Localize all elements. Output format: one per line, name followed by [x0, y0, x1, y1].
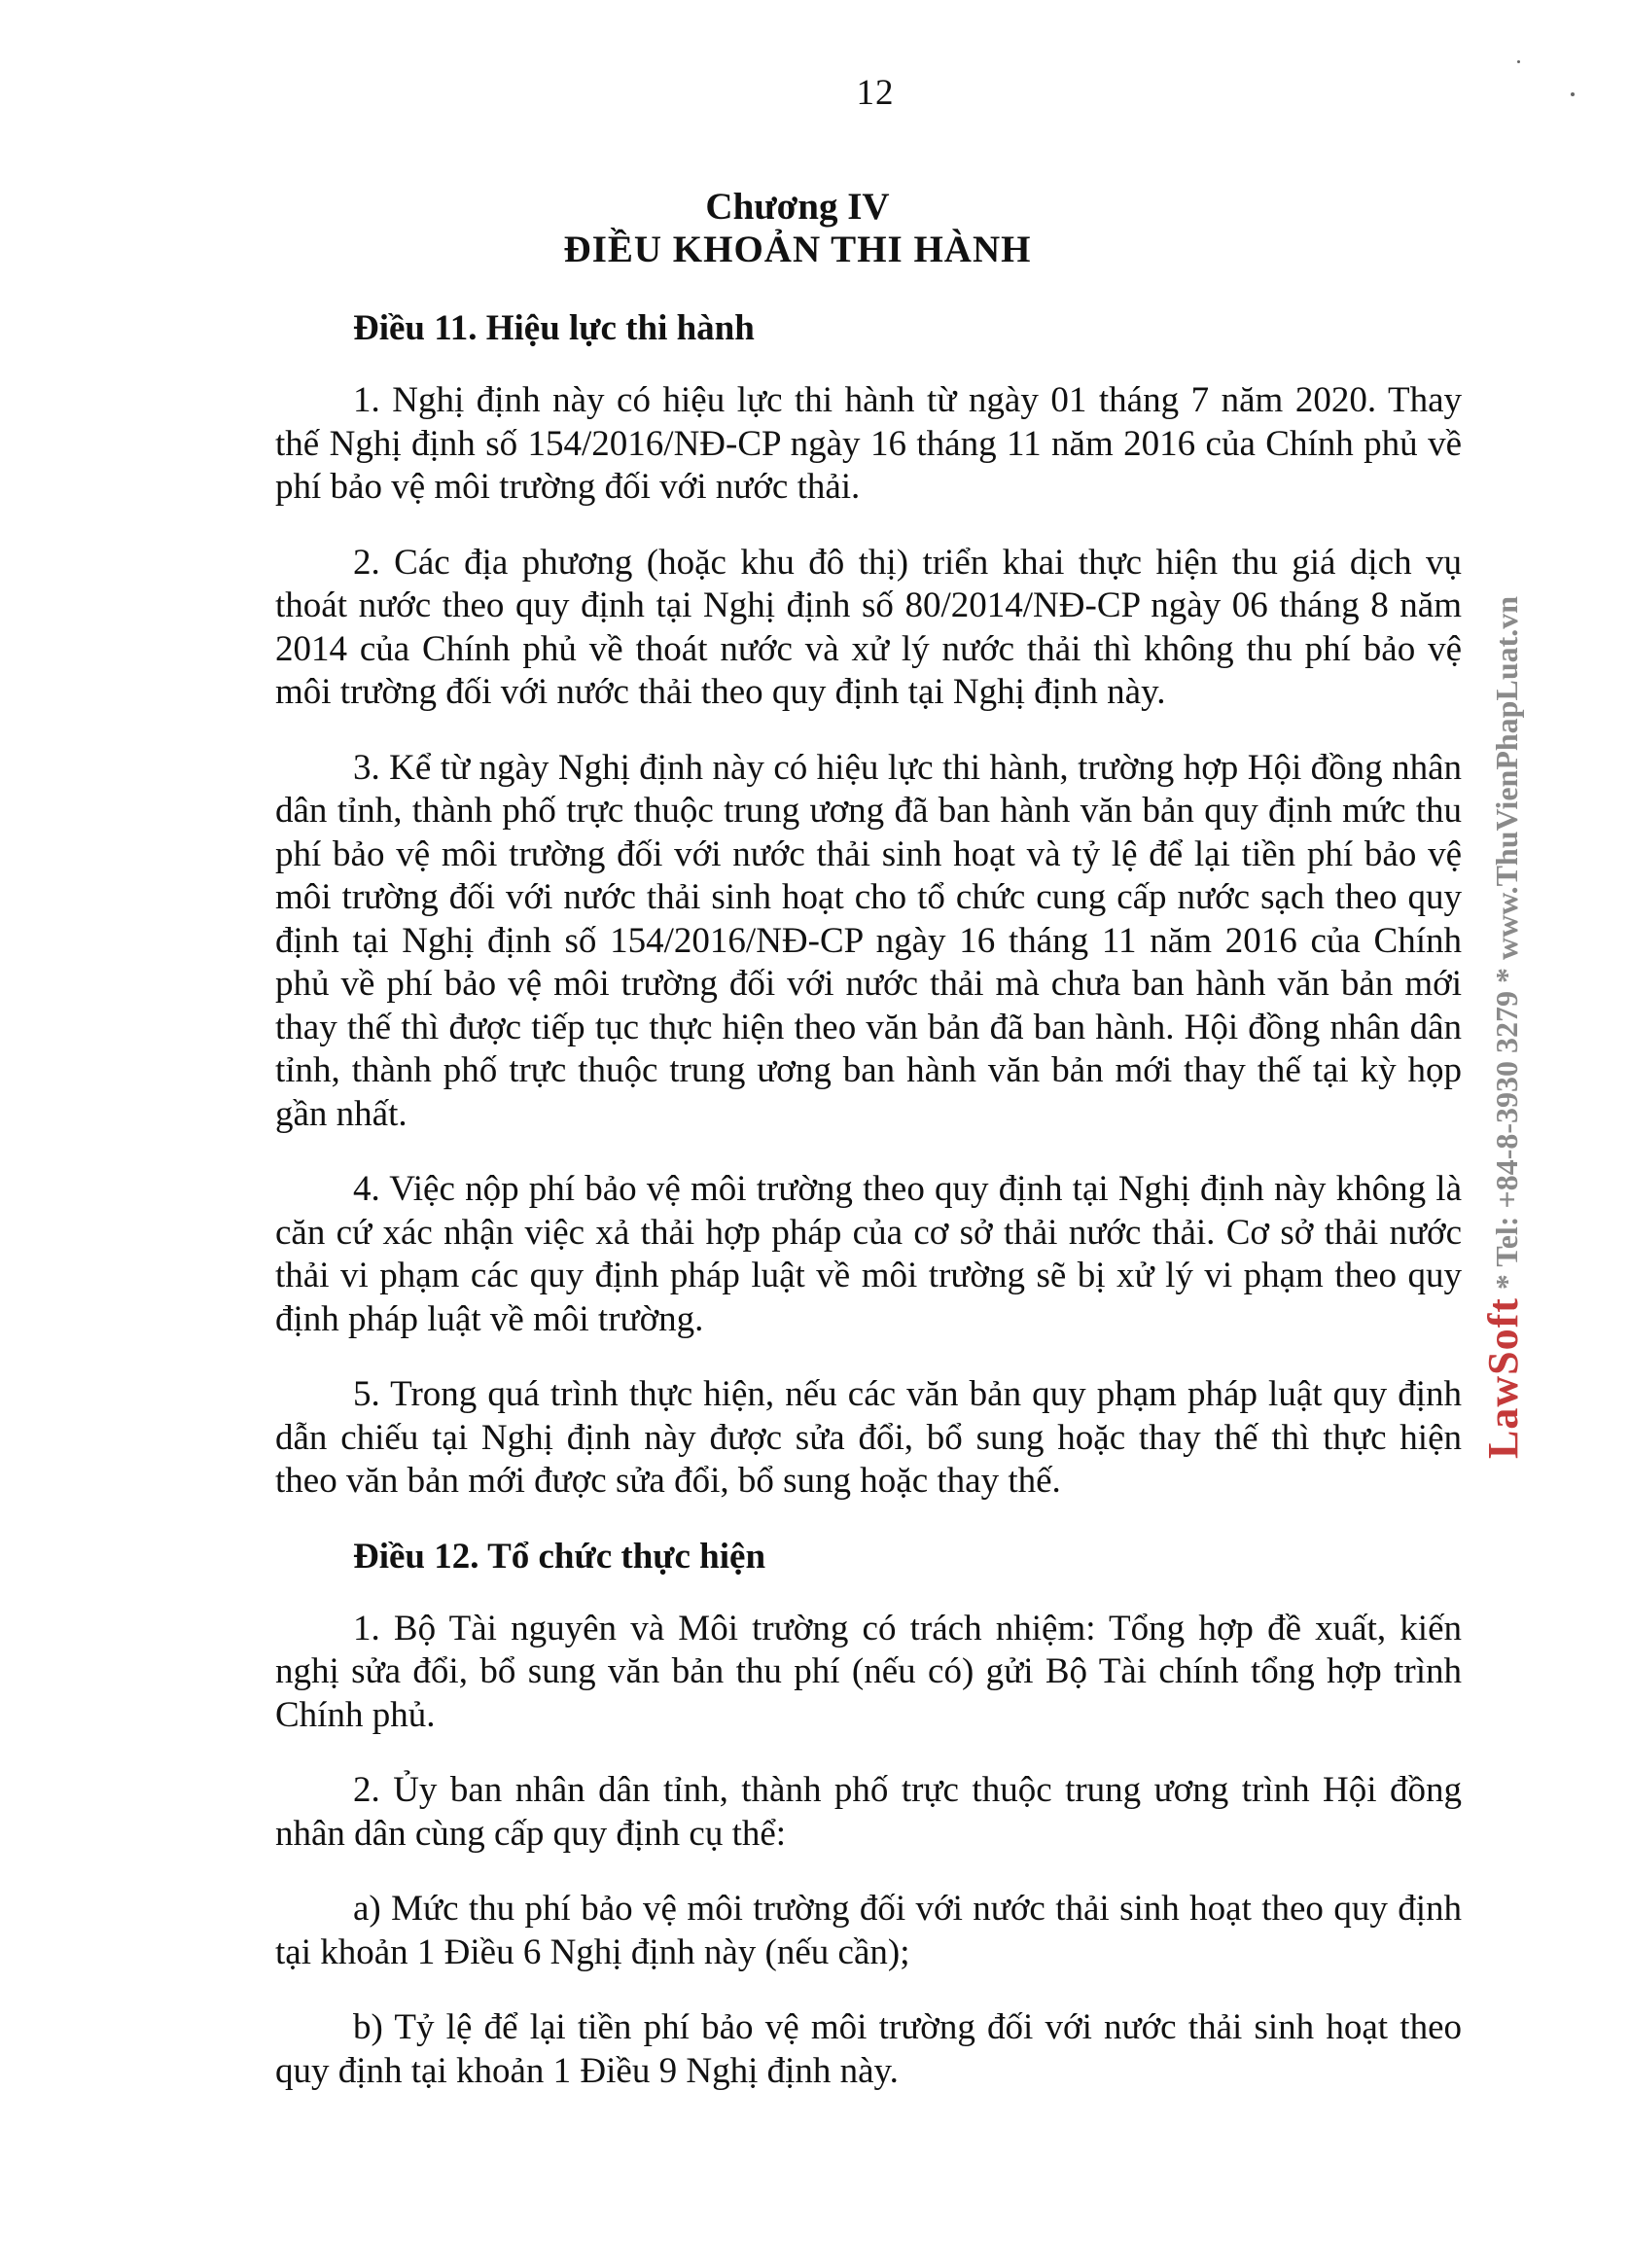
paragraph: 2. Các địa phương (hoặc khu đô thị) triển khai thực hiện thu giá dịch vụ thoát nước theo quy định tại Nghị định số 80/2014/NĐ-CP ngày 06 tháng 8 năm 2014 của Chính phủ về thoát nước và xử lý nước thải thì không thu phí bảo vệ môi trường đối với nước thải theo quy định tại Nghị định này. [275, 542, 1462, 712]
article-heading: Điều 11. Hiệu lực thi hành [353, 308, 755, 348]
scan-speck [1571, 92, 1575, 96]
paragraph: b) Tỷ lệ để lại tiền phí bảo vệ môi trường đối với nước thải sinh hoạt theo quy định tại khoản 1 Điều 9 Nghị định này. [275, 2007, 1462, 2091]
scan-speck [1517, 60, 1520, 63]
chapter-label: Chương IV [705, 186, 890, 228]
paragraph: 5. Trong quá trình thực hiện, nếu các văn bản quy phạm pháp luật quy định dẫn chiếu tại Nghị định này được sửa đổi, bổ sung hoặc thay thế thì thực hiện theo văn bản mới được sửa đổi, bổ sung hoặc thay thế. [275, 1374, 1462, 1501]
document-body [275, 292, 1462, 2125]
paragraph: 2. Ủy ban nhân dân tỉnh, thành phố trực thuộc trung ương trình Hội đồng nhân dân cùng cấp quy định cụ thể: [275, 1770, 1462, 1854]
watermark-brand: LawSoft [1479, 1297, 1527, 1459]
paragraph: 4. Việc nộp phí bảo vệ môi trường theo quy định tại Nghị định này không là căn cứ xác nhận việc xả thải hợp pháp của cơ sở thải nước thải. Cơ sở thải nước thải vi phạm các quy định pháp luật về môi trường sẽ bị xử lý vi phạm theo quy định pháp luật về môi trường. [275, 1169, 1462, 1339]
page-number: 12 [856, 73, 895, 113]
paragraph: 1. Nghị định này có hiệu lực thi hành từ ngày 01 tháng 7 năm 2020. Thay thế Nghị định số 154/2016/NĐ-CP ngày 16 tháng 11 năm 2016 của Chính phủ về phí bảo vệ môi trường đối với nước thải. [275, 380, 1462, 507]
article-12 [275, 1536, 1462, 2094]
paragraph: a) Mức thu phí bảo vệ môi trường đối với nước thải sinh hoạt theo quy định tại khoản 1 Điều 6 Nghị định này (nếu cần); [275, 1889, 1462, 1972]
article-heading: Điều 12. Tổ chức thực hiện [353, 1536, 766, 1577]
paragraph: 1. Bộ Tài nguyên và Môi trường có trách nhiệm: Tổng hợp đề xuất, kiến nghị sửa đổi, bổ sung văn bản thu phí (nếu có) gửi Bộ Tài chính tổng hợp trình Chính phủ. [275, 1608, 1462, 1735]
watermark-contact: * Tel: +84-8-3930 3279 * www.ThuVienPhapLuat.vn [1489, 595, 1524, 1298]
paragraph: 3. Kể từ ngày Nghị định này có hiệu lực thi hành, trường hợp Hội đồng nhân dân tỉnh, thành phố trực thuộc trung ương đã ban hành văn bản quy định mức thu phí bảo vệ môi trường đối với nước thải sinh hoạt và tỷ lệ để lại tiền phí bảo vệ môi trường đối với nước thải sinh hoạt cho tổ chức cung cấp nước sạch theo quy định tại Nghị định số 154/2016/NĐ-CP ngày 16 tháng 11 năm 2016 của Chính phủ về phí bảo vệ môi trường đối với nước thải mà chưa ban hành văn bản mới thay thế thì được tiếp tục thực hiện theo văn bản đã ban hành. Hội đồng nhân dân tỉnh, thành phố trực thuộc trung ương ban hành văn bản mới thay thế tại kỳ họp gần nhất. [275, 747, 1462, 1134]
chapter-title: ĐIỀU KHOẢN THI HÀNH [563, 229, 1032, 270]
side-watermark [1478, 486, 1528, 1459]
article-11 [275, 307, 1462, 1504]
